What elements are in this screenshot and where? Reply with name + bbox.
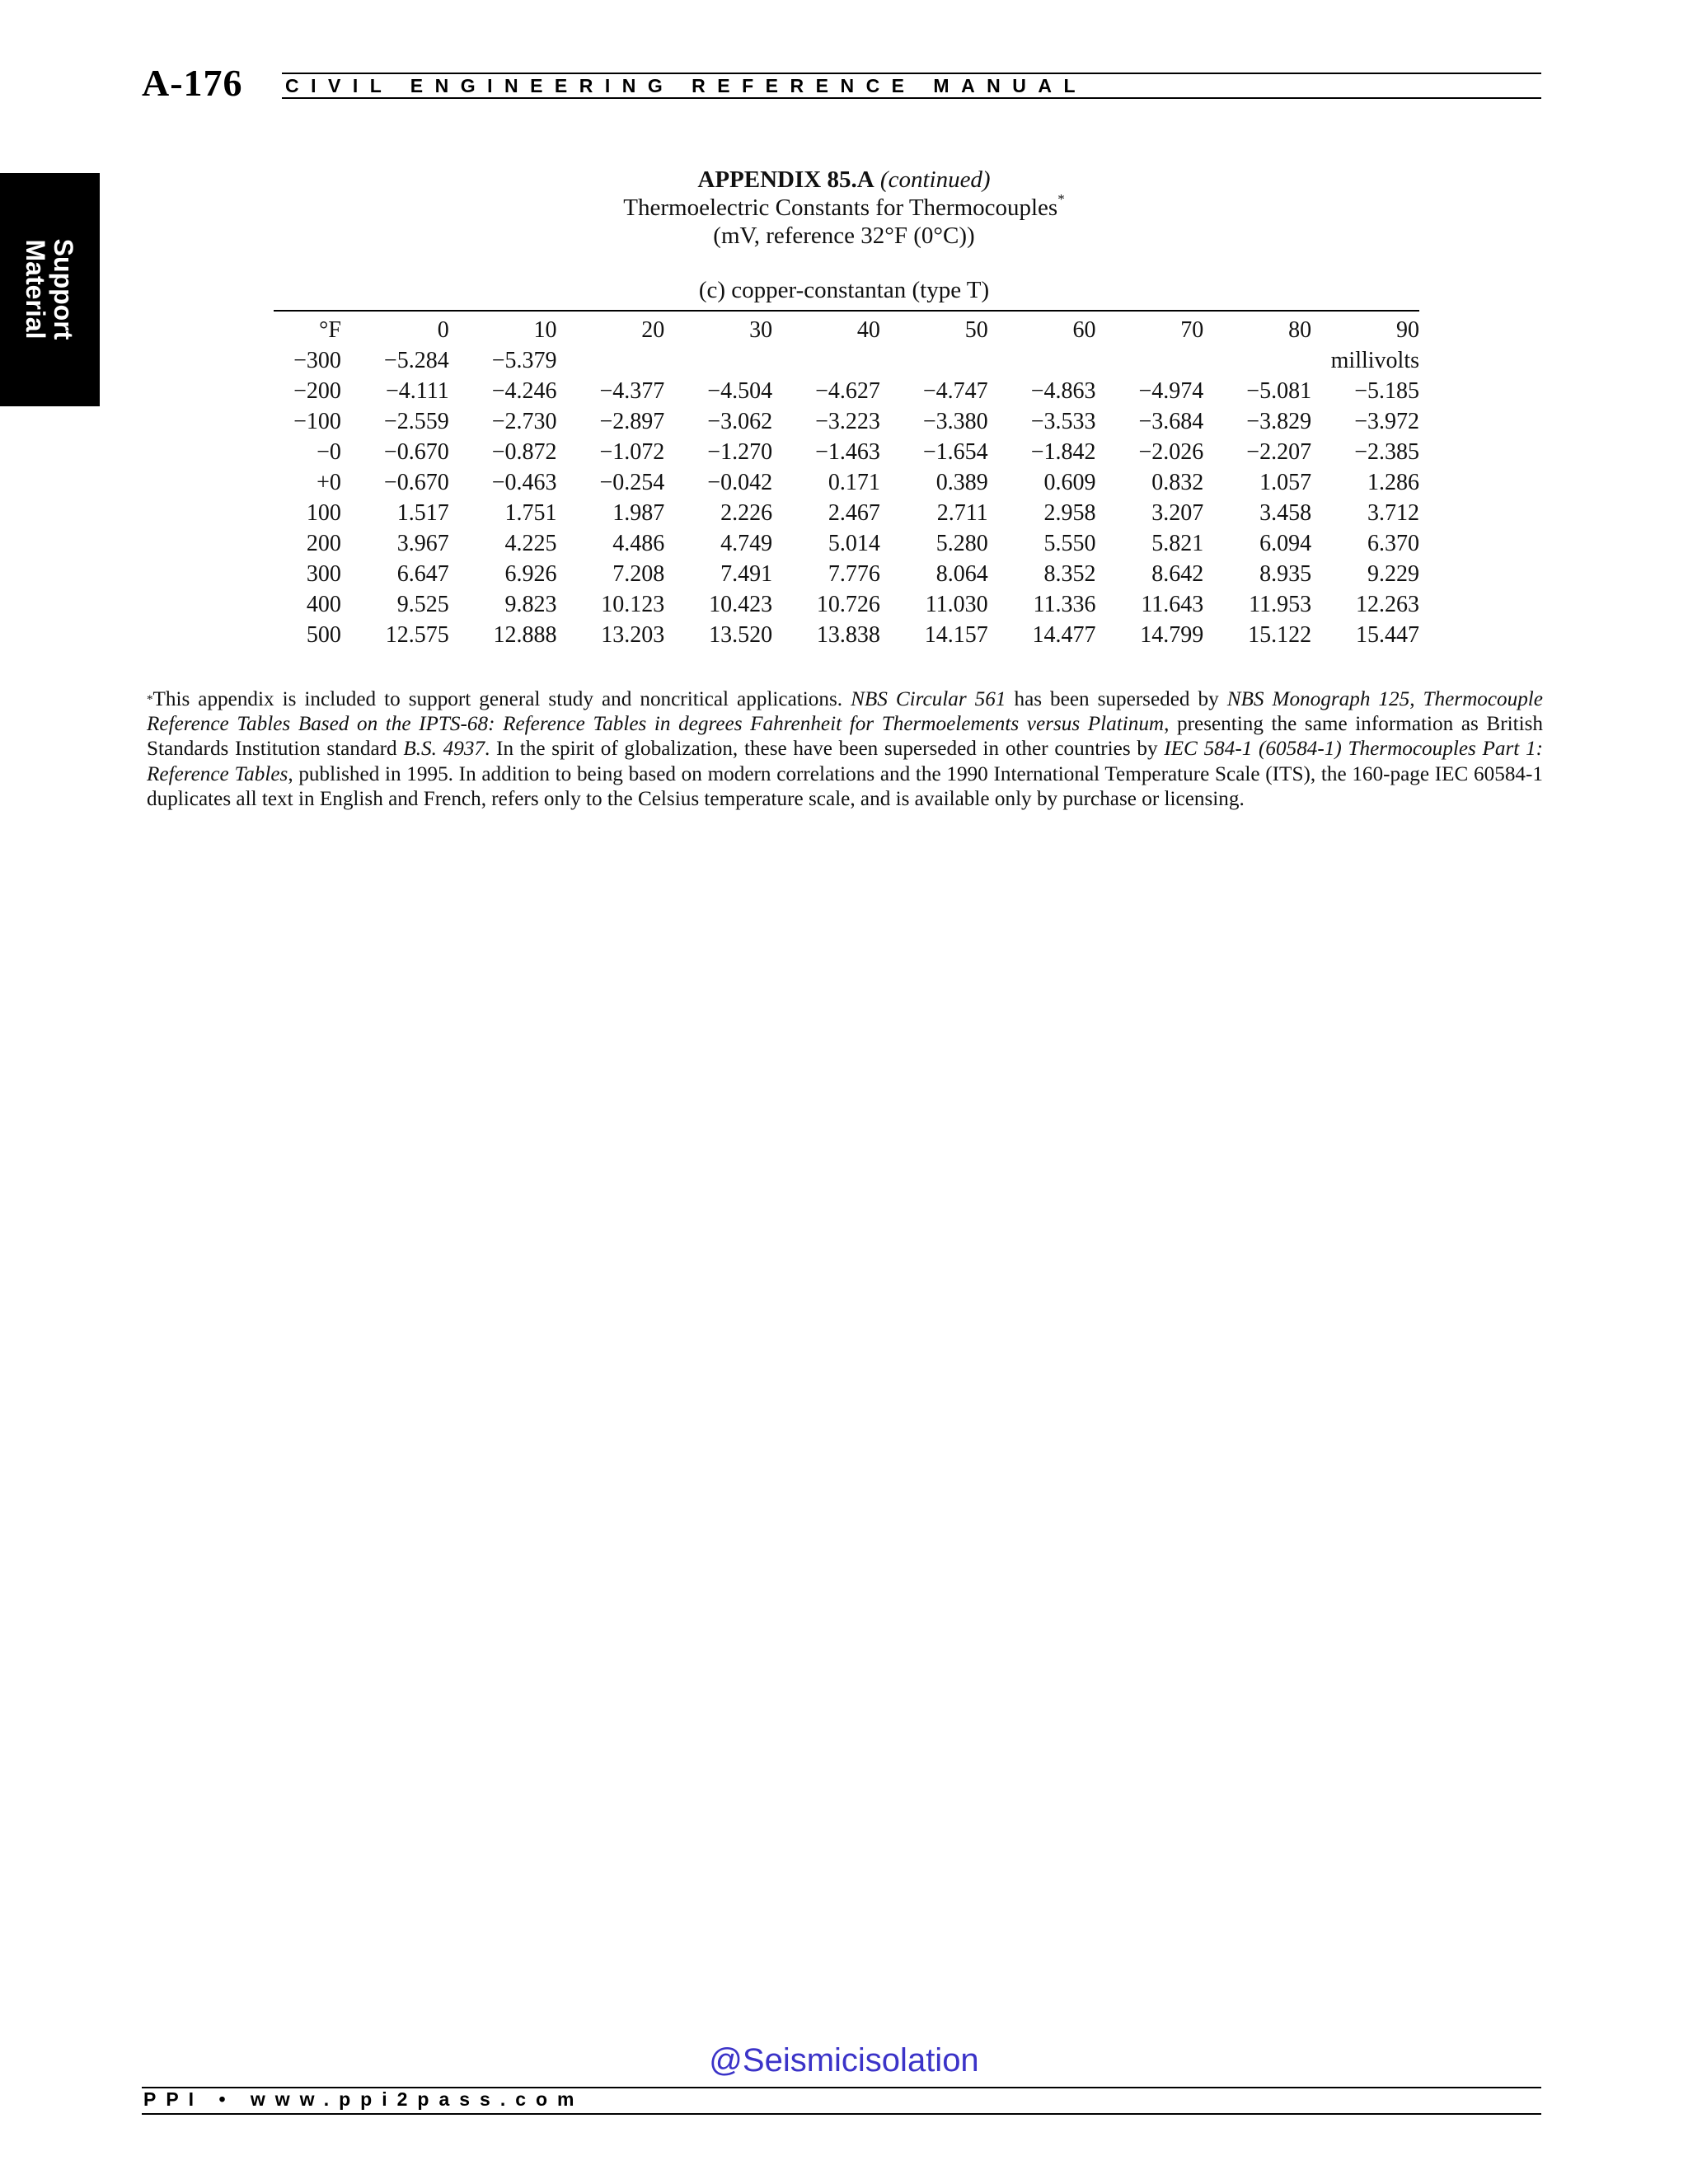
appendix-title-text: Thermoelectric Constants for Thermocouples: [623, 194, 1058, 221]
value-cell: −5.185: [1354, 377, 1419, 404]
table-row: [274, 376, 1419, 406]
value-cell: 2.226: [720, 499, 773, 526]
value-cell: −5.081: [1246, 377, 1312, 404]
value-cell: 0.609: [1043, 469, 1096, 495]
column-header: 0: [437, 316, 449, 343]
value-cell: 14.157: [924, 621, 988, 648]
value-cell: −0.254: [599, 469, 665, 495]
value-cell: 0.389: [935, 469, 988, 495]
table-row: [274, 620, 1419, 650]
value-cell: −2.730: [491, 408, 557, 434]
value-cell: 13.203: [601, 621, 665, 648]
value-cell: −0.463: [491, 469, 557, 495]
value-cell: 5.280: [935, 530, 988, 556]
value-cell: 8.642: [1151, 560, 1204, 587]
table-top-rule: [274, 310, 1419, 312]
value-cell: 3.458: [1259, 499, 1312, 526]
value-cell: 14.799: [1140, 621, 1204, 648]
value-cell: −3.972: [1354, 408, 1419, 434]
footnote-mark: *: [147, 693, 153, 706]
value-cell: 10.123: [601, 591, 665, 617]
value-cell: 0.832: [1151, 469, 1204, 495]
footer-text: PPI • www.ppi2pass.com: [143, 2088, 584, 2110]
value-cell: −1.654: [922, 438, 988, 465]
table-row: [274, 589, 1419, 620]
value-cell: 2.467: [828, 499, 880, 526]
value-cell: 8.064: [935, 560, 988, 587]
value-cell: 5.550: [1043, 530, 1096, 556]
value-cell: −1.072: [599, 438, 665, 465]
footnote: [147, 687, 1543, 812]
thermocouple-table: [274, 315, 1419, 650]
footnote-ref-nbs-circular: NBS Circular 561: [851, 688, 1006, 710]
appendix-title-footnote-mark: *: [1057, 191, 1065, 207]
column-header: 30: [749, 316, 773, 343]
value-cell: 1.987: [612, 499, 665, 526]
appendix-subtitle: (mV, reference 32°F (0°C)): [713, 223, 975, 249]
value-cell: −3.062: [707, 408, 773, 434]
value-cell: −3.684: [1138, 408, 1204, 434]
value-cell: 8.935: [1259, 560, 1312, 587]
column-header: 10: [533, 316, 557, 343]
value-cell: −1.270: [707, 438, 773, 465]
value-cell: 9.823: [504, 591, 557, 617]
side-tab-line-1: Support: [49, 238, 78, 340]
value-cell: −3.533: [1030, 408, 1096, 434]
row-temperature-cell: −100: [293, 408, 341, 434]
footnote-ref-bs-standard: B.S. 4937: [403, 738, 485, 761]
footer-rule-bottom: [142, 2113, 1541, 2115]
value-cell: 2.958: [1043, 499, 1096, 526]
value-cell: −0.670: [383, 469, 449, 495]
header-rule-bottom: [282, 97, 1541, 99]
value-cell: −4.863: [1030, 377, 1096, 404]
value-cell: −4.974: [1138, 377, 1204, 404]
column-header: 20: [641, 316, 665, 343]
value-cell: 4.749: [720, 530, 773, 556]
table-row: [274, 559, 1419, 589]
value-cell: −1.463: [815, 438, 880, 465]
row-temperature-cell: 400: [306, 591, 341, 617]
value-cell: −2.559: [383, 408, 449, 434]
value-cell: 1.517: [396, 499, 449, 526]
table-row: [274, 528, 1419, 559]
row-temperature-cell: 200: [306, 530, 341, 556]
value-cell: 5.821: [1151, 530, 1204, 556]
unit-label: millivolts: [1330, 347, 1419, 373]
row-temperature-cell: −200: [293, 377, 341, 404]
value-cell: 9.525: [396, 591, 449, 617]
value-cell: −5.379: [491, 347, 557, 373]
value-cell: −2.897: [599, 408, 665, 434]
value-cell: 15.122: [1248, 621, 1312, 648]
value-cell: 1.286: [1367, 469, 1419, 495]
value-cell: 2.711: [936, 499, 988, 526]
value-cell: −4.627: [815, 377, 880, 404]
column-header: 60: [1072, 316, 1096, 343]
value-cell: 4.225: [504, 530, 557, 556]
value-cell: 10.726: [816, 591, 880, 617]
value-cell: −1.842: [1030, 438, 1096, 465]
footnote-text-2: has been superseded by: [1006, 688, 1227, 710]
value-cell: 9.229: [1367, 560, 1419, 587]
table-header-row: [274, 315, 1419, 345]
footnote-text-4: . In the spirit of globalization, these have been superseded in other countries by: [485, 738, 1165, 761]
column-header: 70: [1180, 316, 1204, 343]
appendix-heading: [0, 166, 1688, 194]
value-cell: 13.520: [709, 621, 773, 648]
value-cell: 6.370: [1367, 530, 1419, 556]
value-cell: −2.207: [1246, 438, 1312, 465]
table-row: [274, 437, 1419, 467]
value-cell: 6.094: [1259, 530, 1312, 556]
value-cell: 11.336: [1033, 591, 1096, 617]
value-cell: −0.042: [707, 469, 773, 495]
column-header: 50: [964, 316, 988, 343]
value-cell: 12.263: [1356, 591, 1419, 617]
value-cell: 7.491: [720, 560, 773, 587]
value-cell: 12.575: [385, 621, 449, 648]
value-cell: −0.872: [491, 438, 557, 465]
row-temperature-cell: 100: [306, 499, 341, 526]
appendix-continued: (continued): [879, 166, 991, 193]
value-cell: −5.284: [383, 347, 449, 373]
value-cell: 13.838: [816, 621, 880, 648]
column-header: °F: [319, 316, 341, 343]
running-head: CIVIL ENGINEERING REFERENCE MANUAL: [285, 75, 1088, 96]
value-cell: 1.057: [1259, 469, 1312, 495]
footnote-text-5: , published in 1995. In addition to being based on modern correlations and the 1990 International Temperature Scale (ITS), the 160-page IEC 60584-1 duplicates all text in English and French, refers only to the Celsius temperature scale, and is available only by purchase or licensing.: [147, 762, 1543, 810]
value-cell: 4.486: [612, 530, 665, 556]
row-temperature-cell: +0: [316, 469, 341, 495]
value-cell: −3.380: [922, 408, 988, 434]
footnote-ref-iec-standard: IEC 584-1 (60584-1) Thermocouples Part 1: Reference Tables: [147, 738, 1543, 785]
row-temperature-cell: −300: [293, 347, 341, 373]
value-cell: 11.953: [1249, 591, 1312, 617]
footnote-text-1: This appendix is included to support general study and noncritical applications.: [152, 688, 851, 710]
value-cell: −4.377: [599, 377, 665, 404]
value-cell: 1.751: [504, 499, 557, 526]
value-cell: −4.747: [922, 377, 988, 404]
value-cell: 12.888: [493, 621, 557, 648]
row-temperature-cell: −0: [316, 438, 341, 465]
table-row: [274, 467, 1419, 498]
value-cell: −2.026: [1138, 438, 1204, 465]
value-cell: 5.014: [828, 530, 880, 556]
side-tab-line-2: Material: [21, 239, 50, 340]
value-cell: 6.926: [504, 560, 557, 587]
value-cell: 10.423: [709, 591, 773, 617]
value-cell: 6.647: [396, 560, 449, 587]
value-cell: −4.111: [385, 377, 449, 404]
page-number: A-176: [142, 62, 243, 104]
value-cell: 14.477: [1032, 621, 1096, 648]
value-cell: 15.447: [1356, 621, 1419, 648]
value-cell: −4.504: [707, 377, 773, 404]
table-section-title: (c) copper-constantan (type T): [698, 277, 990, 303]
table-row: [274, 406, 1419, 437]
column-header: 80: [1288, 316, 1312, 343]
value-cell: 11.030: [925, 591, 988, 617]
value-cell: −3.829: [1246, 408, 1312, 434]
value-cell: 7.208: [612, 560, 665, 587]
row-temperature-cell: 500: [306, 621, 341, 648]
value-cell: 3.712: [1367, 499, 1419, 526]
value-cell: 7.776: [828, 560, 880, 587]
value-cell: −2.385: [1354, 438, 1419, 465]
value-cell: −0.670: [383, 438, 449, 465]
value-cell: 3.207: [1151, 499, 1204, 526]
watermark: @Seismicisolation: [709, 2042, 979, 2079]
row-temperature-cell: 300: [306, 560, 341, 587]
appendix-label: APPENDIX 85.A: [697, 166, 874, 193]
table-row: [274, 498, 1419, 528]
column-header: 90: [1396, 316, 1419, 343]
table-row: [274, 345, 1419, 376]
footnote-ref-nbs-monograph: NBS Monograph 125, Thermocouple Reference Tables Based on the IPTS-68: Reference Tables in degrees Fahrenheit for Thermoelements versus Platinum: [147, 688, 1543, 736]
value-cell: 3.967: [396, 530, 449, 556]
footnote-text-3: , presenting the same information as British Standards Institution standard: [147, 713, 1543, 761]
value-cell: 8.352: [1043, 560, 1096, 587]
value-cell: 11.643: [1141, 591, 1204, 617]
appendix-title: [0, 191, 1688, 222]
column-header: 40: [856, 316, 880, 343]
value-cell: −4.246: [491, 377, 557, 404]
value-cell: 0.171: [828, 469, 880, 495]
value-cell: −3.223: [815, 408, 880, 434]
header-rule-top: [282, 73, 1541, 74]
